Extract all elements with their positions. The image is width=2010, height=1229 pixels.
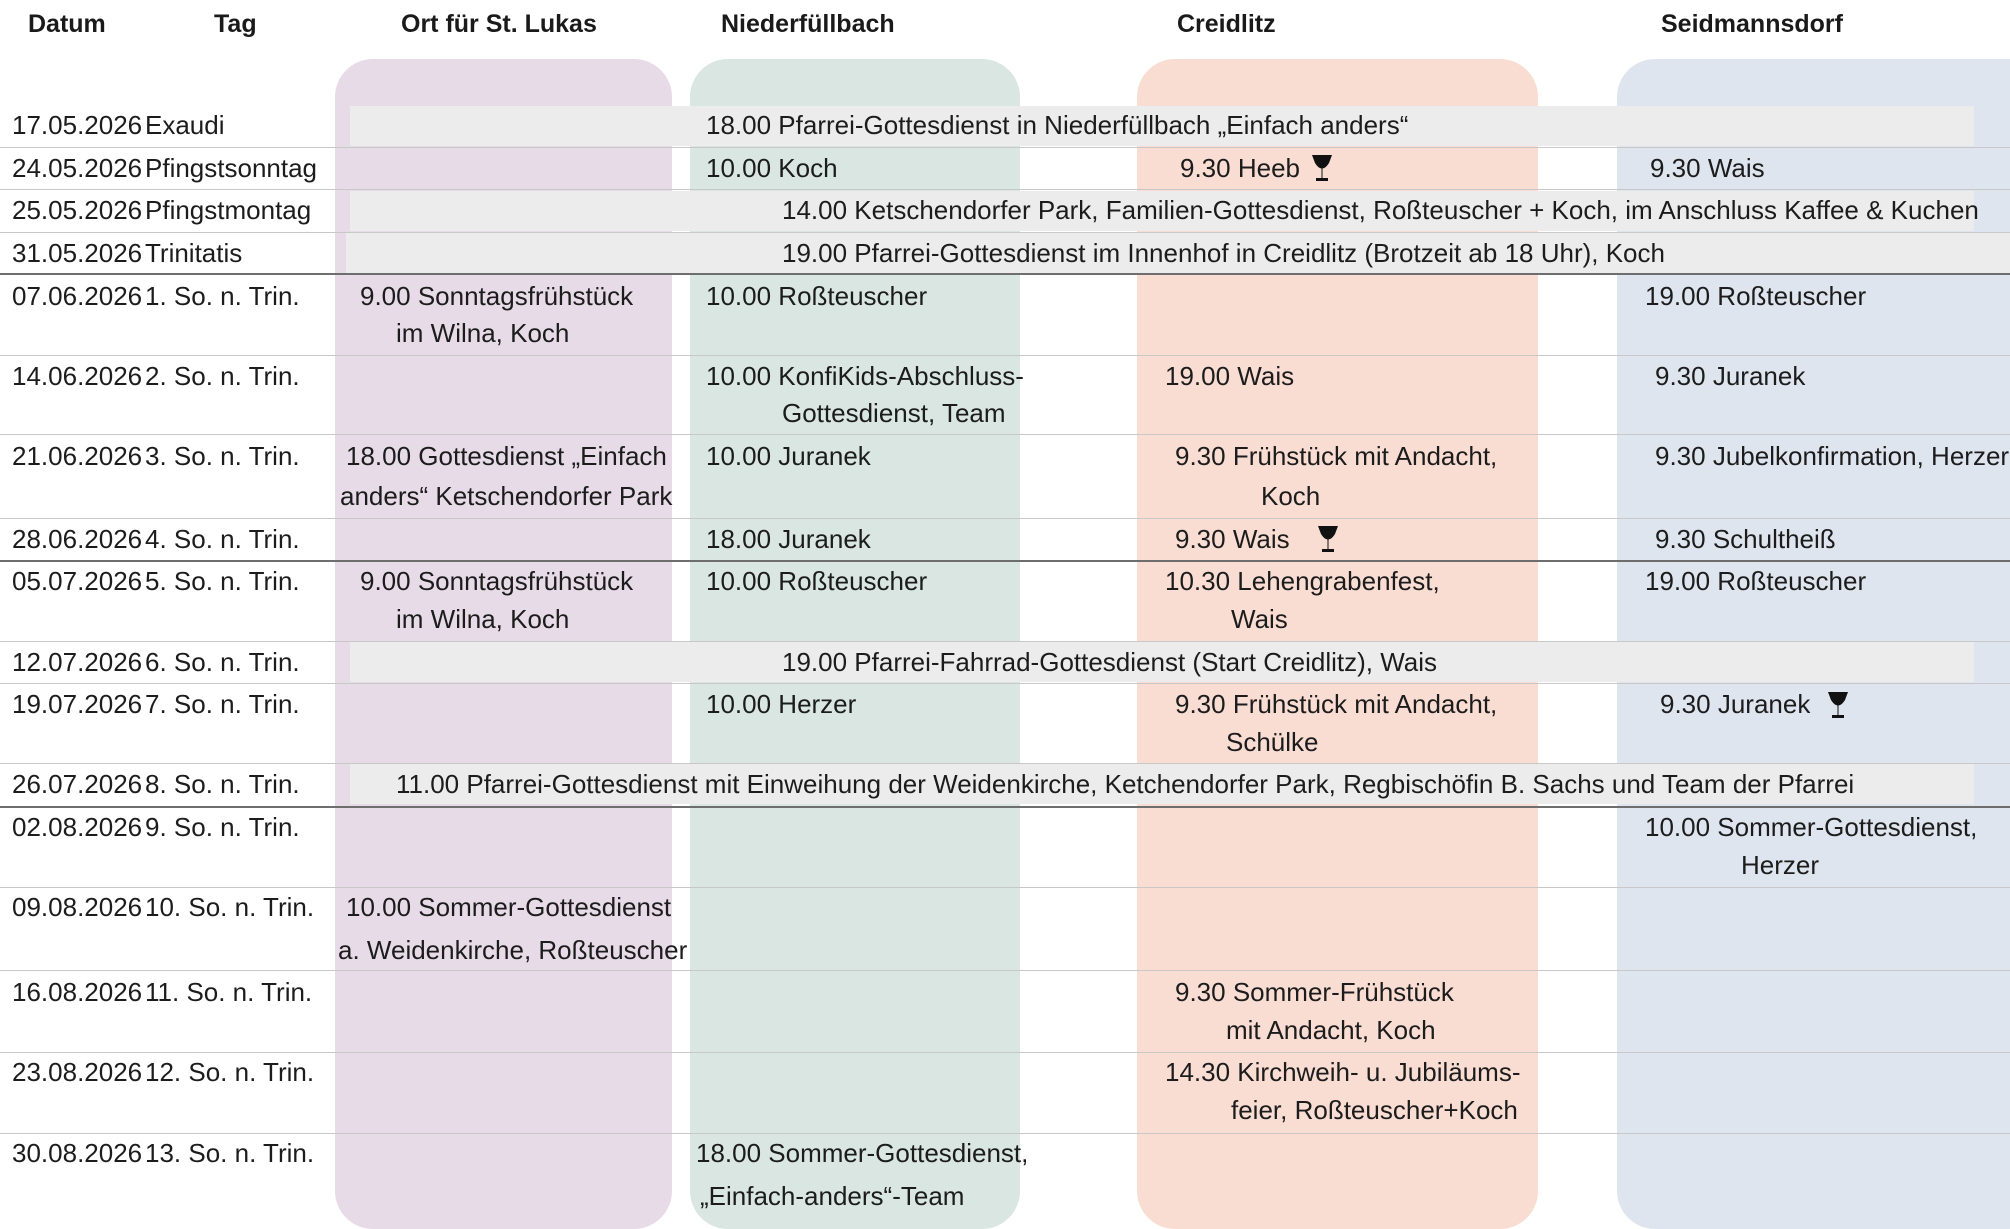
row-date: 25.05.2026 (12, 195, 143, 225)
row-separator (0, 355, 2010, 356)
niederfuellbach-entry: 10.00 Roßteuscher (706, 566, 928, 596)
row-date: 23.08.2026 (12, 1057, 143, 1087)
row-date: 30.08.2026 (12, 1138, 143, 1168)
row-date: 12.07.2026 (12, 647, 143, 677)
seidmannsdorf-entry: 9.30 Schultheiß (1655, 524, 1836, 554)
creidlitz-entry: 19.00 Wais (1165, 361, 1295, 391)
row-day: 9. So. n. Trin. (145, 812, 300, 842)
row-day: 11. So. n. Trin. (145, 977, 313, 1007)
niederfuellbach-entry: 10.00 Roßteuscher (706, 281, 928, 311)
row-date: 19.07.2026 (12, 689, 143, 719)
row-day: 3. So. n. Trin. (145, 441, 300, 471)
row-day: 5. So. n. Trin. (145, 566, 300, 596)
row-date: 31.05.2026 (12, 238, 143, 268)
header-niederfuellbach: Niederfüllbach (721, 10, 895, 38)
row-separator (0, 641, 2010, 642)
row-day: Exaudi (145, 110, 225, 140)
niederfuellbach-entry: 10.00 Juranek (706, 441, 871, 471)
st-lukas-entry: a. Weidenkirche, Roßteuscher (338, 935, 688, 965)
row-date: 02.08.2026 (12, 812, 143, 842)
row-date: 26.07.2026 (12, 769, 143, 799)
creidlitz-entry: feier, Roßteuscher+Koch (1231, 1095, 1518, 1125)
row-separator (0, 970, 2010, 971)
row-day: 4. So. n. Trin. (145, 524, 300, 554)
creidlitz-entry: 14.30 Kirchweih- u. Jubiläums- (1165, 1057, 1521, 1087)
row-day: Pfingstsonntag (145, 153, 318, 183)
seidmannsdorf-entry: 9.30 Wais (1650, 153, 1765, 183)
communion-chalice-icon (1823, 690, 1853, 720)
seidmannsdorf-entry: 19.00 Roßteuscher (1645, 281, 1867, 311)
row-date: 17.05.2026 (12, 110, 143, 140)
creidlitz-entry: Wais (1231, 604, 1288, 634)
row-separator (0, 683, 2010, 684)
row-separator (0, 147, 2010, 148)
row-date: 16.08.2026 (12, 977, 143, 1007)
row-separator (0, 232, 2010, 233)
row-day: 10. So. n. Trin. (145, 892, 315, 922)
seidmannsdorf-entry: 9.30 Jubelkonfirmation, Herzer (1655, 441, 2010, 471)
niederfuellbach-entry: 18.00 Juranek (706, 524, 871, 554)
creidlitz-entry: 9.30 Wais (1175, 524, 1290, 554)
row-separator (0, 763, 2010, 764)
joint-service-entry: 11.00 Pfarrei-Gottesdienst mit Einweihung der Weidenkirche, Ketchendorfer Park, Regbischöfin B. Sachs und Team der Pfarrei (396, 769, 1855, 799)
header-datum: Datum (28, 10, 106, 38)
row-date: 24.05.2026 (12, 153, 143, 183)
row-date: 09.08.2026 (12, 892, 143, 922)
row-separator (0, 434, 2010, 435)
row-day: 7. So. n. Trin. (145, 689, 300, 719)
creidlitz-entry: 9.30 Frühstück mit Andacht, (1175, 689, 1498, 719)
row-day: 8. So. n. Trin. (145, 769, 300, 799)
seidmannsdorf-entry: 9.30 Juranek (1655, 361, 1806, 391)
niederfuellbach-entry: 10.00 Herzer (706, 689, 857, 719)
header-st-lukas: Ort für St. Lukas (401, 10, 597, 38)
st-lukas-entry: 9.00 Sonntagsfrühstück (360, 281, 634, 311)
creidlitz-entry: 10.30 Lehengrabenfest, (1165, 566, 1440, 596)
row-day: 1. So. n. Trin. (145, 281, 300, 311)
st-lukas-entry: 9.00 Sonntagsfrühstück (360, 566, 634, 596)
month-separator (0, 273, 2010, 275)
creidlitz-entry: 9.30 Sommer-Frühstück (1175, 977, 1454, 1007)
st-lukas-entry: im Wilna, Koch (396, 318, 570, 348)
seidmannsdorf-entry: 9.30 Juranek (1660, 689, 1811, 719)
joint-service-entry: 18.00 Pfarrei-Gottesdienst in Niederfüllbach „Einfach anders“ (706, 110, 1409, 140)
niederfuellbach-entry: „Einfach-anders“-Team (700, 1181, 965, 1211)
niederfuellbach-entry: 18.00 Sommer-Gottesdienst, (696, 1138, 1029, 1168)
header-seidmannsdorf: Seidmannsdorf (1661, 10, 1843, 38)
row-date: 05.07.2026 (12, 566, 143, 596)
niederfuellbach-entry: Gottesdienst, Team (782, 398, 1006, 428)
creidlitz-entry: Schülke (1226, 727, 1319, 757)
niederfuellbach-entry: 10.00 Koch (706, 153, 838, 183)
row-day: 2. So. n. Trin. (145, 361, 300, 391)
seidmannsdorf-entry: 10.00 Sommer-Gottesdienst, (1645, 812, 1978, 842)
st-lukas-entry: 18.00 Gottesdienst „Einfach (346, 441, 667, 471)
row-day: Trinitatis (145, 238, 243, 268)
row-day: 13. So. n. Trin. (145, 1138, 315, 1168)
st-lukas-entry: im Wilna, Koch (396, 604, 570, 634)
row-day: 6. So. n. Trin. (145, 647, 300, 677)
creidlitz-entry: 9.30 Frühstück mit Andacht, (1175, 441, 1498, 471)
st-lukas-entry: 10.00 Sommer-Gottesdienst (346, 892, 672, 922)
row-date: 14.06.2026 (12, 361, 143, 391)
niederfuellbach-entry: 10.00 KonfiKids-Abschluss- (706, 361, 1024, 391)
st-lukas-entry: anders“ Ketschendorfer Park (340, 481, 673, 511)
seidmannsdorf-entry: 19.00 Roßteuscher (1645, 566, 1867, 596)
joint-service-entry: 19.00 Pfarrei-Gottesdienst im Innenhof in Creidlitz (Brotzeit ab 18 Uhr), Koch (782, 238, 1665, 268)
row-separator (0, 189, 2010, 190)
seidmannsdorf-entry: Herzer (1741, 850, 1820, 880)
communion-chalice-icon (1307, 153, 1337, 183)
joint-service-entry: 14.00 Ketschendorfer Park, Familien-Gottesdienst, Roßteuscher + Koch, im Anschluss Kaffee & Kuchen (782, 195, 1979, 225)
communion-chalice-icon (1313, 524, 1343, 554)
creidlitz-entry: Koch (1261, 481, 1321, 511)
row-separator (0, 518, 2010, 519)
row-date: 28.06.2026 (12, 524, 143, 554)
joint-service-entry: 19.00 Pfarrei-Fahrrad-Gottesdienst (Start Creidlitz), Wais (782, 647, 1438, 677)
creidlitz-entry: 9.30 Heeb (1180, 153, 1300, 183)
header-creidlitz: Creidlitz (1177, 10, 1276, 38)
row-date: 21.06.2026 (12, 441, 143, 471)
header-tag: Tag (214, 10, 257, 38)
row-date: 07.06.2026 (12, 281, 143, 311)
row-day: 12. So. n. Trin. (145, 1057, 315, 1087)
row-day: Pfingstmontag (145, 195, 312, 225)
creidlitz-entry: mit Andacht, Koch (1226, 1015, 1436, 1045)
